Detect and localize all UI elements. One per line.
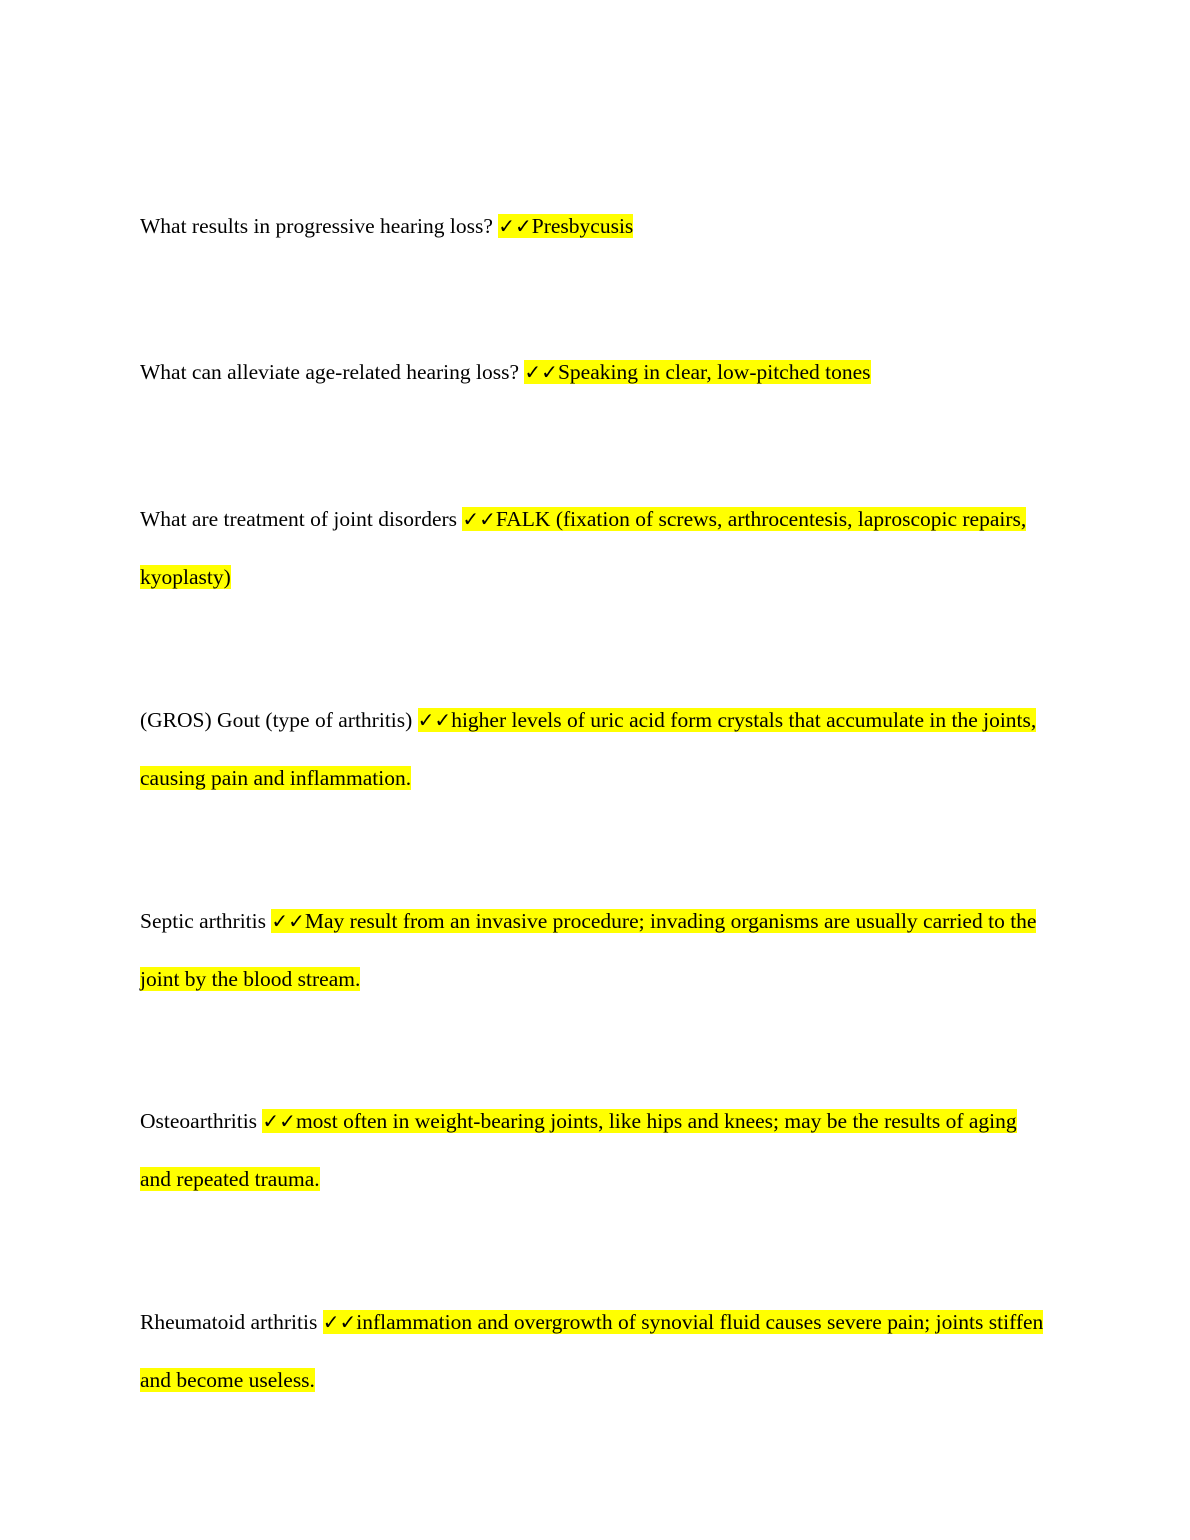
double-check-icon: ✓✓ [417, 708, 452, 732]
answer-highlight [498, 214, 633, 238]
double-check-icon: ✓✓ [271, 909, 305, 933]
qa-item [140, 343, 1050, 401]
question-text: Rheumatoid arthritis [140, 1310, 318, 1334]
question-text: Osteoarthritis [140, 1109, 258, 1133]
qa-item [140, 197, 1050, 255]
question-text: What results in progressive hearing loss? [140, 214, 493, 238]
answer-text: most often in weight-bearing joints, like hips and knees; may be the results of aging and repeated trauma. [140, 1109, 1017, 1191]
answer-highlight [524, 360, 870, 384]
question-text: Septic arthritis [140, 909, 266, 933]
answer-text: FALK (fixation of screws, arthrocentesis, laproscopic repairs, kyoplasty) [140, 507, 1027, 589]
answer-highlight [140, 1109, 1017, 1191]
qa-item [140, 1092, 1050, 1208]
answer-text: higher levels of uric acid form crystals that accumulate in the joints, causing pain and inflammation. [140, 708, 1037, 790]
question-text: What can alleviate age-related hearing loss? [140, 360, 520, 384]
double-check-icon: ✓✓ [498, 214, 532, 238]
answer-text: May result from an invasive procedure; invading organisms are usually carried to the joint by the blood stream. [140, 909, 1037, 991]
double-check-icon: ✓✓ [524, 360, 558, 384]
double-check-icon: ✓✓ [462, 507, 496, 531]
qa-item [140, 892, 1050, 1008]
answer-highlight [140, 909, 1036, 991]
answer-text: Speaking in clear, low-pitched tones [557, 360, 871, 384]
question-text: (GROS) Gout (type of arthritis) [140, 708, 413, 732]
qa-item [140, 691, 1050, 807]
question-text: What are treatment of joint disorders [140, 507, 458, 531]
qa-item [140, 1293, 1050, 1409]
answer-text: inflammation and overgrowth of synovial fluid causes severe pain; joints stiffen and become useless. [140, 1310, 1044, 1392]
double-check-icon: ✓✓ [322, 1310, 357, 1334]
double-check-icon: ✓✓ [262, 1109, 296, 1133]
qa-item [140, 490, 1050, 606]
answer-text: Presbycusis [531, 214, 634, 238]
